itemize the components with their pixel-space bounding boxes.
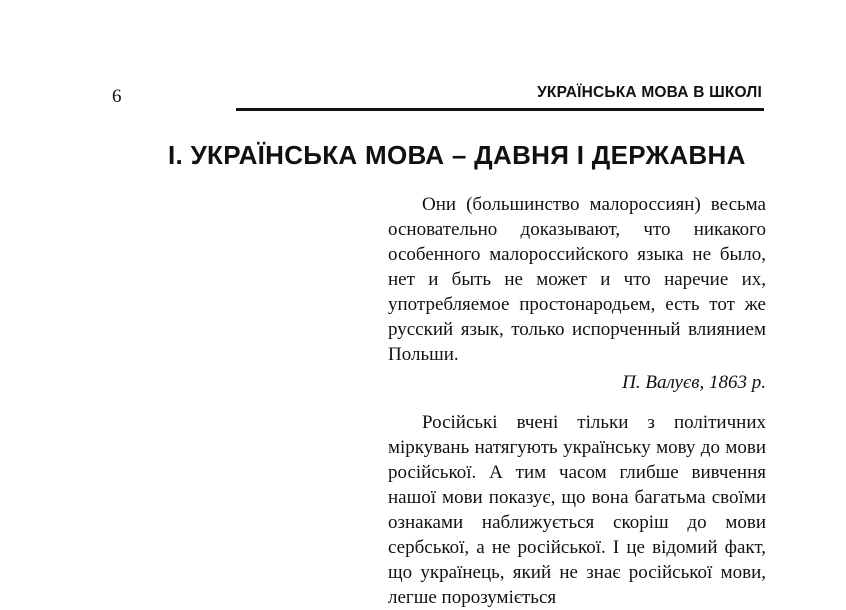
body-text <box>388 410 766 610</box>
header-rule <box>236 108 764 111</box>
body-paragraph: Російські вчені тільки з політичних міркувань натягують українську мову до мови російської. А тим часом глибше вивчення нашої мови показує, що вона багатьма своїми ознаками наближується скоріш до мови сербської, а не російської. І це відомий факт, що українець, який не знає російської мови, легше порозуміється <box>388 412 766 608</box>
epigraph-attribution: П. Валуєв, 1863 р. <box>622 372 766 393</box>
epigraph <box>388 192 766 395</box>
page-number: 6 <box>112 86 122 107</box>
running-header: УКРАЇНСЬКА МОВА В ШКОЛІ <box>537 84 762 101</box>
epigraph-text: Они (большинство малороссиян) весьма основательно доказывают, что никакого особенного малороссийского языка не было, нет и быть не может и что наречие их, употребляемое простонародьем, есть тот же русский язык, только испорченный влиянием Польши. <box>388 194 766 365</box>
chapter-title: І. УКРАЇНСЬКА МОВА – ДАВНЯ І ДЕРЖАВНА <box>168 140 746 170</box>
